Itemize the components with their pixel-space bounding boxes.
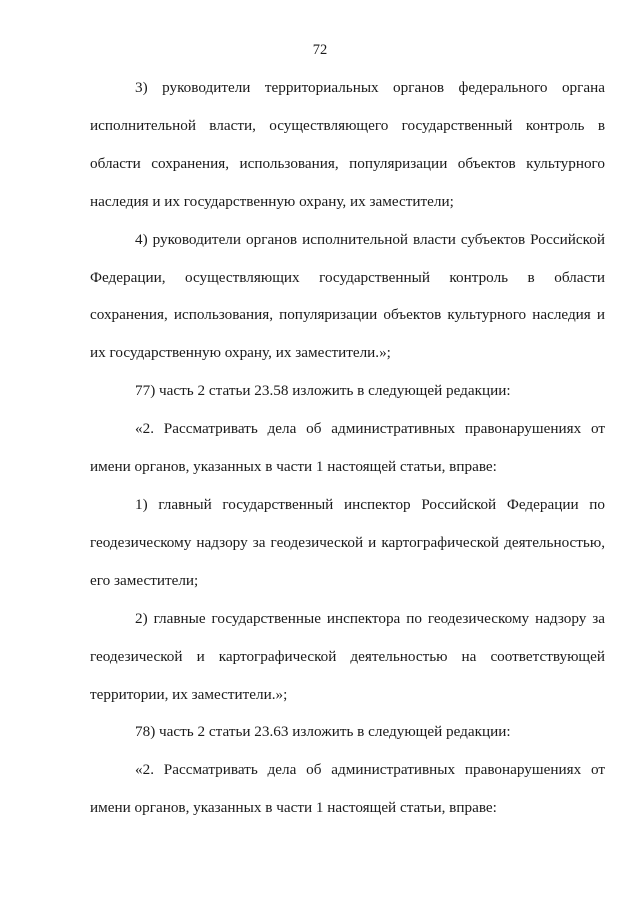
paragraph-item-4: 4) руководители органов исполнительной власти субъектов Российской Федерации, осуществляющих государственный контроль в области сохранения, использования, популяризации объектов культурного наследия и их государственную охрану, их заместители.»; (90, 230, 605, 362)
paragraph-item-78: 78) часть 2 статьи 23.63 изложить в следующей редакции: (135, 723, 511, 741)
document-body (90, 69, 605, 827)
paragraph-subitem-2: 2) главные государственные инспектора по геодезическому надзору за геодезической и картографической деятельностью на соответствующей территории, их заместители.»; (90, 609, 605, 703)
paragraph-item-77: 77) часть 2 статьи 23.58 изложить в следующей редакции: (135, 382, 511, 400)
page-number: 72 (312, 42, 328, 58)
paragraph-item-3: 3) руководители территориальных органов федерального органа исполнительной власти, осуществляющего государственный контроль в области сохранения, использования, популяризации объектов культурного наследия и их государственную охрану, их заместители; (90, 79, 605, 210)
paragraph-quote-2358: «2. Рассматривать дела об административных правонарушениях от имени органов, указанных в части 1 настоящей статьи, вправе: (90, 420, 605, 476)
paragraph-subitem-1: 1) главный государственный инспектор Российской Федерации по геодезическому надзору за геодезической и картографической деятельностью, его заместители; (90, 495, 605, 589)
paragraph-quote-2363: «2. Рассматривать дела об административных правонарушениях от имени органов, указанных в части 1 настоящей статьи, вправе: (90, 761, 605, 817)
